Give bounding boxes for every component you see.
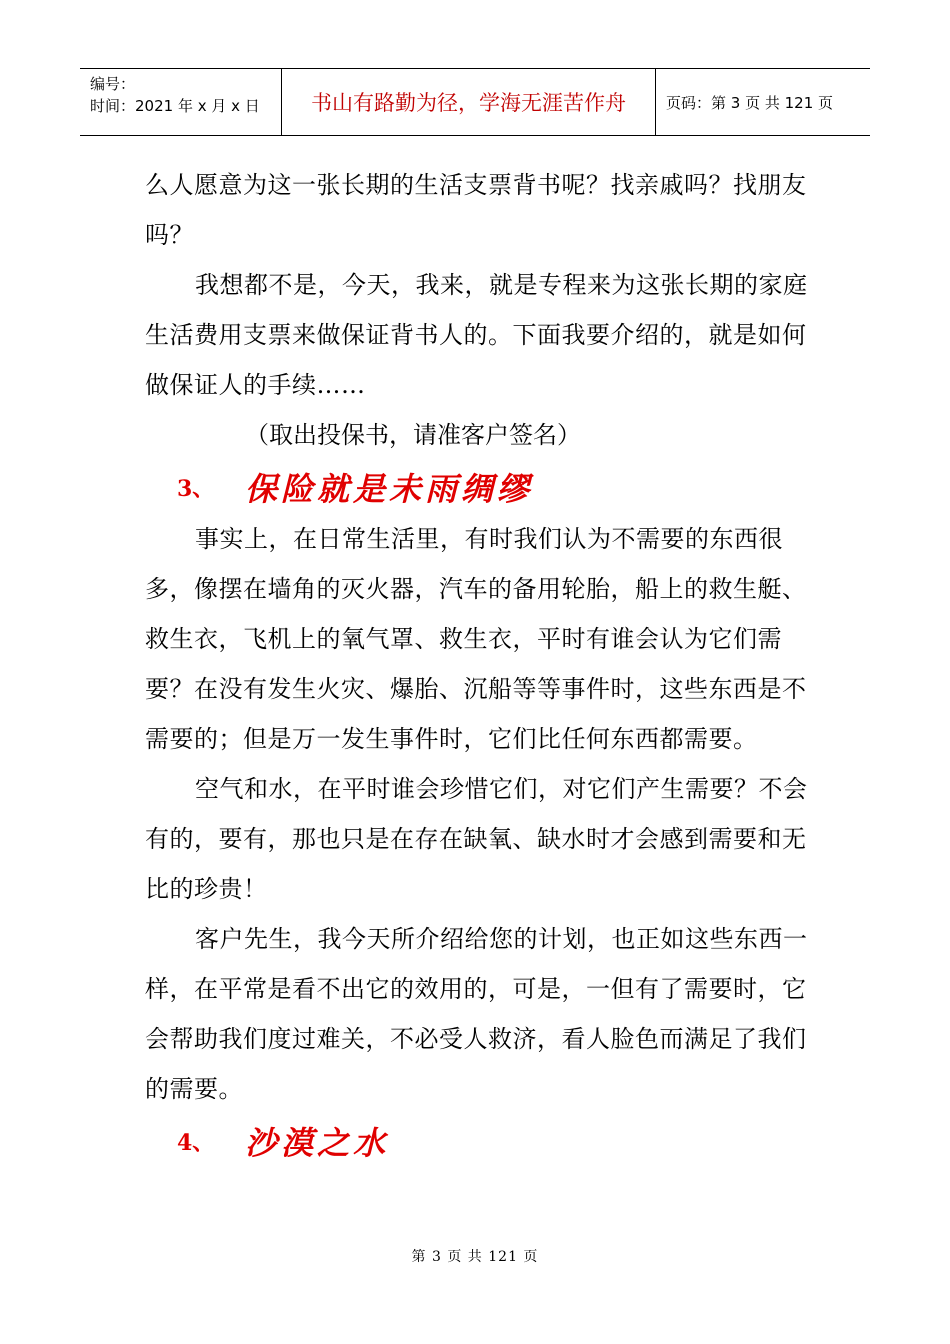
header-meta xyxy=(80,69,282,135)
paragraph: 么人愿意为这一张长期的生活支票背书呢？找亲戚吗？找朋友吗？ xyxy=(145,171,807,249)
id-label: 编号： xyxy=(90,75,136,93)
section-title: 沙漠之水 xyxy=(245,1124,390,1162)
section-number: 4、 xyxy=(177,1129,215,1156)
document-header xyxy=(80,68,870,136)
section-heading xyxy=(145,462,825,512)
header-motto: 书山有路勤为径，学海无涯苦作舟 xyxy=(282,69,656,135)
document-body xyxy=(145,160,825,1168)
section-heading xyxy=(145,1116,825,1166)
paragraph: 我想都不是，今天，我来，就是专程来为这张长期的家庭生活费用支票来做保证背书人的。下面我要介绍的，就是如何做保证人的手续…… xyxy=(145,271,808,399)
stage-note: （取出投保书，请准客户签名） xyxy=(245,421,581,449)
paragraph: 事实上，在日常生活里，有时我们认为不需要的东西很多，像摆在墙角的灭火器，汽车的备用轮胎，船上的救生艇、救生衣，飞机上的氧气罩、救生衣，平时有谁会认为它们需要？在没有发生火灾、爆胎、沉船等等事件时，这些东西是不需要的；但是万一发生事件时，它们比任何东西都需要。 xyxy=(145,525,807,753)
paragraph: 客户先生，我今天所介绍给您的计划，也正如这些东西一样，在平常是看不出它的效用的，可是，一但有了需要时，它会帮助我们度过难关，不必受人救济，看人脸色而满足了我们的需要。 xyxy=(145,925,808,1103)
header-page-info: 页码：第 3 页 共 121 页 xyxy=(666,93,834,112)
section-number: 3、 xyxy=(177,475,215,502)
paragraph: 空气和水，在平时谁会珍惜它们，对它们产生需要？不会有的，要有，那也只是在存在缺氧、缺水时才会感到需要和无比的珍贵！ xyxy=(145,775,808,903)
page-footer: 第 3 页 共 121 页 xyxy=(411,1249,539,1265)
date-label: 时间：2021 年 x 月 x 日 xyxy=(90,97,260,115)
section-title: 保险就是未雨绸缪 xyxy=(245,470,534,508)
